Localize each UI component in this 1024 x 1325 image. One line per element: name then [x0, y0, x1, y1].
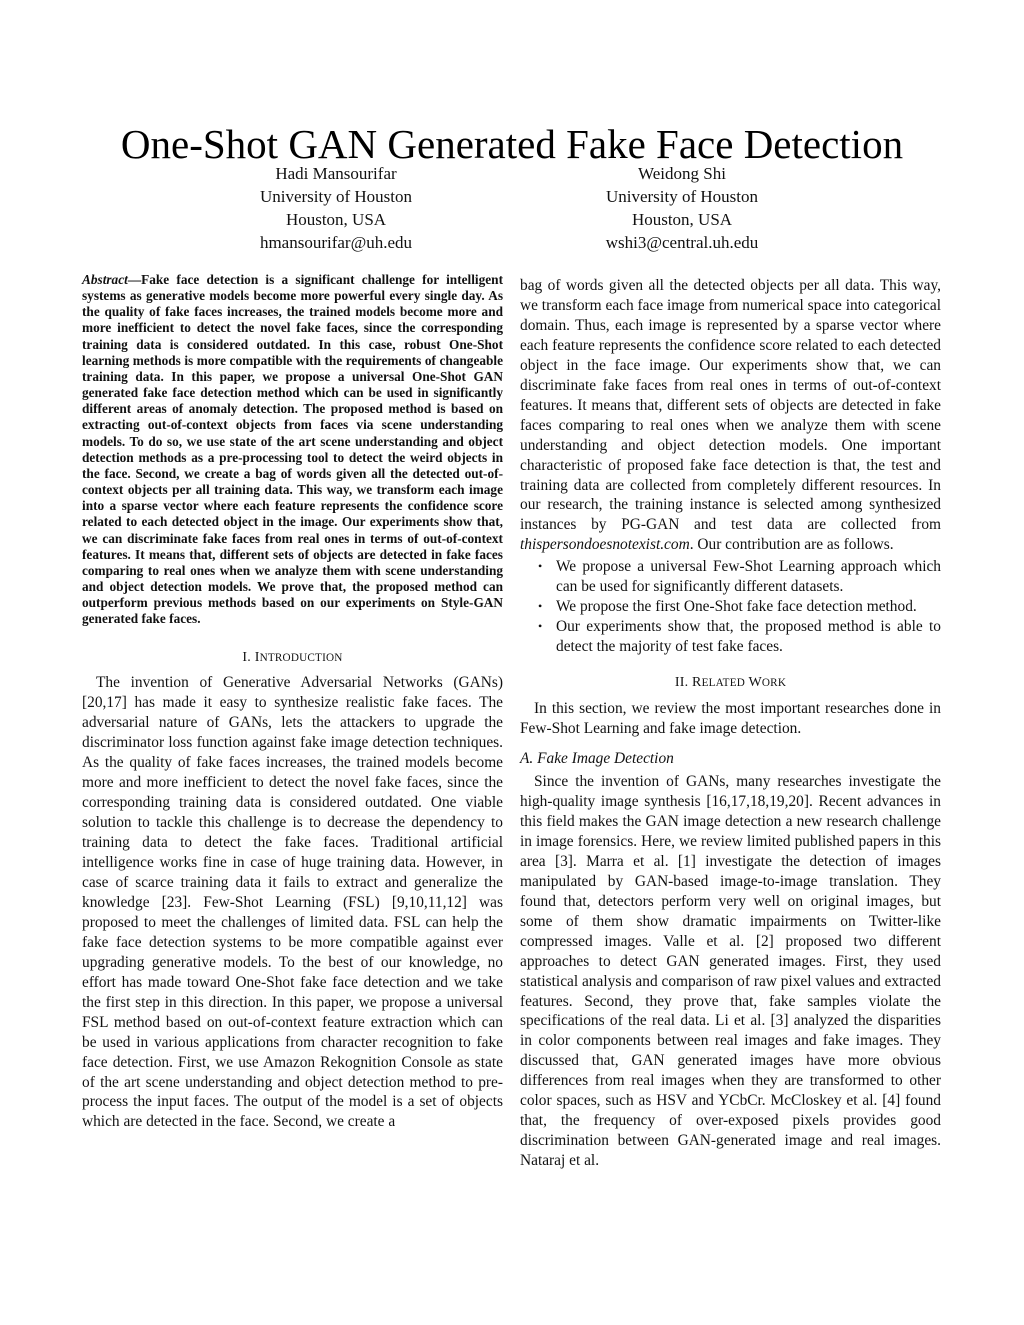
intro-continuation-end: . Our contribution are as follows.	[689, 536, 894, 554]
list-item	[520, 557, 941, 597]
author-location: Houston, USA	[285, 210, 387, 229]
abstract	[82, 272, 503, 627]
author-name: Hadi Mansourifar	[275, 164, 397, 183]
bullet-icon: •	[538, 599, 543, 614]
abstract-text: Fake face detection is a significant challenge for intelligent systems as generative models become more powerful every single day. As the quality of fake faces increases, the trained models become more and more inefficient to detect the novel fake faces, since the corresponding training data is considered outdated. In this case, robust One-Shot learning methods is more compatible with the requirements of changeable training data. In this paper, we propose a universal One-Shot GAN generated fake face detection method which can be used in significantly different areas of anomaly detection. The proposed method is based on extracting out-of-context objects from faces via scene understanding models. To do so, we use state of the art scene understanding and object detection methods as a pre-processing tool to detect the weird objects in the face. Second, we create a bag of words given all the detected out-of-context objects per all training data. This way, we transform each image into a sparse vector where each feature represents the confidence score related to each detected object in the image. Our experiments show that, we can discriminate fake faces from real ones in terms of out-of-context features. It means that, different sets of objects are detected in fake faces comparing to real ones when we analyze them with scene understanding and object detection models. We prove that, the proposed method can outperform previous methods based on our experiments on Style-GAN generated fake faces.	[82, 272, 503, 627]
abstract-label: Abstract	[82, 272, 128, 287]
subsection-heading: A. Fake Image Detection	[520, 750, 674, 768]
section-heading-related-work	[520, 674, 941, 692]
author-name: Weidong Shi	[638, 164, 726, 183]
author-block-2	[552, 162, 812, 254]
section-number: II.	[674, 675, 689, 691]
bullet-icon: •	[538, 559, 543, 574]
list-item	[520, 617, 941, 657]
related-paragraph: Since the invention of GANs, many researches investigate the high-quality image synthesis [16,17,18,19,20]. Recent advances in this field makes the GAN image detection a new research challenge in image forensics. Here, we review limited published papers in this area [3]. Marra et al. [1] investigate the detection of images manipulated by GAN-based image-to-image translation. They found that, detectors perform very well on original images, but some of them show dramatic impairments on Twitter-like compressed images. Valle et al. [2] proposed two different approaches to detect GAN generated images. First, they used statistical analysis and comparison of raw pixel values and extracted features. Second, they prove that, fake samples violate the specifications of the real data. Li et al. [3] analyzed the disparities in color components between real images and fake images. They discussed that, GAN generated images have more obvious differences from real images when they are transformed to other color spaces, such as HSV and YCbCr. McCloskey et al. [4] found that, the frequency of over-exposed pixels provides good discrimination between GAN-generated image and real images. Nataraj et al.	[520, 773, 941, 1170]
intro-paragraph: The invention of Generative Adversarial Networks (GANs) [20,17] has made it easy to synthesize realistic fake faces. The adversarial nature of GANs, lets the attackers to upgrade the discriminator loss function against fake image detection techniques. As the quality of fake faces increases, the trained models become more and more inefficient to detect the novel fake faces, since the corresponding training data is considered outdated. One viable solution to tackle this challenge is to decrease the dependency to training data to detect the fake faces. Traditional artificial intelligence works fine in case of huge training data. However, in case of scarce training data it fails to extract and generalize the knowledge [23]. Few-Shot Learning (FSL) [9,10,11,12] was proposed to meet the challenges of limited data. FSL can help the fake face detection systems to be more compatible against ever upgrading generative models. To the best of our knowledge, no effort has made toward One-Shot fake face detection and we take the first step in this direction. In this paper, we propose a universal FSL method based on out-of-context feature extraction which can be used in various applications from character recognition to fake face detection. First, we use Amazon Rekognition Console as state of the art scene understanding and object detection method to pre-process the input faces. The output of the model is a set of objects which are detected in the face. Second, we create a	[82, 674, 503, 1131]
intro-continuation	[520, 276, 941, 555]
section-heading-introduction	[82, 649, 503, 667]
author-block-1	[206, 162, 466, 254]
list-item-text: Our experiments show that, the proposed method is able to detect the majority of test fake faces.	[556, 618, 941, 656]
author-affiliation: University of Houston	[259, 187, 413, 206]
author-affiliation: University of Houston	[605, 187, 759, 206]
heading-cap: W	[748, 675, 762, 691]
left-column	[82, 272, 503, 1132]
section-number: I.	[242, 650, 251, 666]
heading-smallcaps: ORK	[761, 677, 787, 690]
bullet-icon: •	[538, 619, 543, 634]
author-email: wshi3@central.uh.edu	[605, 233, 759, 252]
heading-cap: R	[692, 675, 702, 691]
paper-title: One-Shot GAN Generated Fake Face Detection	[120, 121, 904, 168]
list-item	[520, 597, 941, 617]
author-email: hmansourifar@uh.edu	[259, 233, 413, 252]
website-reference: thispersondoesnotexist.com	[520, 536, 690, 554]
list-item-text: We propose a universal Few-Shot Learning approach which can be used for significantly different datasets.	[556, 558, 941, 596]
right-column	[520, 276, 941, 1171]
heading-cap: I	[254, 650, 260, 666]
list-item-text: We propose the first One-Shot fake face detection method.	[556, 598, 917, 616]
related-intro-paragraph: In this section, we review the most important researches done in Few-Shot Learning and fake image detection.	[520, 700, 941, 738]
heading-smallcaps: ELATED	[701, 677, 746, 690]
abstract-dash: —	[127, 272, 142, 287]
intro-continuation-text: bag of words given all the detected objects per all data. This way, we transform each face image from numerical space into categorical domain. Thus, each image is represented by a sparse vector where each feature represents the confidence score related to each detected object in the face image. Our experiments show that, we can discriminate fake faces from real ones in terms of out-of-context features. It means that, different sets of objects are detected in fake faces comparing to real ones when we analyze them with scene understanding and object detection models. One important characteristic of proposed fake face detection is that, the test and training data are collected from completely different resources. In our research, the training instance is selected among synthesized instances by PG-GAN and test data are collected from	[520, 277, 941, 534]
author-location: Houston, USA	[631, 210, 733, 229]
contribution-list	[520, 557, 941, 657]
heading-smallcaps: NTRODUCTION	[259, 652, 343, 665]
